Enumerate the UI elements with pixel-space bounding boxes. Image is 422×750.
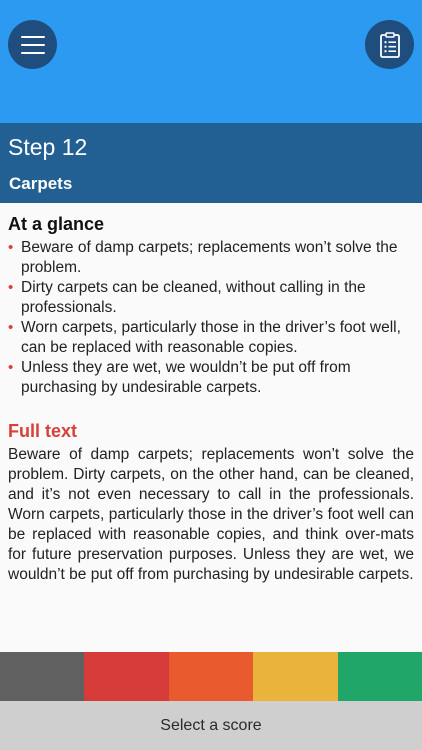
- list-item: [8, 318, 414, 358]
- step-title: Step 12: [8, 134, 88, 160]
- full-text-heading: Full text: [8, 421, 78, 441]
- select-score-label: Select a score: [160, 716, 262, 734]
- bullet-text: Beware of damp carpets; replacements won’t solve the problem.: [21, 239, 398, 276]
- step-subtitle: Carpets: [9, 174, 73, 193]
- bullet-dot-icon: •: [8, 279, 14, 296]
- list-item: [8, 278, 414, 318]
- bullet-dot-icon: •: [8, 319, 14, 336]
- score-option-green[interactable]: [338, 652, 422, 701]
- clipboard-list-icon: [379, 32, 401, 58]
- at-a-glance-list: [8, 238, 414, 398]
- score-option-orange[interactable]: [169, 652, 253, 701]
- select-score-button[interactable]: [0, 701, 422, 750]
- full-text-body: Beware of damp carpets; replacements won’t solve the problem. Dirty carpets, on the other hand, can be cleaned, and it’s not even necessary to call in the professionals. Worn carpets, particularly those in the driver’s foot well can be replaced with reasonable copies, and think over-mats for future preservation purposes. Unless they are wet, we wouldn’t be put off from purchasing by undesirable carpets.: [8, 446, 414, 583]
- content-panel[interactable]: [0, 203, 422, 652]
- menu-button[interactable]: [8, 20, 57, 69]
- step-header: [0, 123, 422, 203]
- score-option-yellow[interactable]: [253, 652, 337, 701]
- bullet-text: Dirty carpets can be cleaned, without calling in the professionals.: [21, 279, 366, 316]
- bullet-text: Unless they are wet, we wouldn’t be put off from purchasing by undesirable carpets.: [21, 359, 351, 396]
- top-app-bar: [0, 0, 422, 123]
- at-a-glance-heading: At a glance: [8, 214, 105, 234]
- score-option-gray[interactable]: [0, 652, 84, 701]
- score-color-bar: [0, 652, 422, 701]
- bullet-dot-icon: •: [8, 239, 14, 256]
- bullet-dot-icon: •: [8, 359, 14, 376]
- hamburger-menu-icon: [21, 36, 45, 54]
- bullet-text: Worn carpets, particularly those in the driver’s foot well, can be replaced with reasonable copies.: [21, 319, 401, 356]
- score-option-red[interactable]: [84, 652, 168, 701]
- list-item: [8, 238, 414, 278]
- clipboard-button[interactable]: [365, 20, 414, 69]
- list-item: [8, 358, 414, 398]
